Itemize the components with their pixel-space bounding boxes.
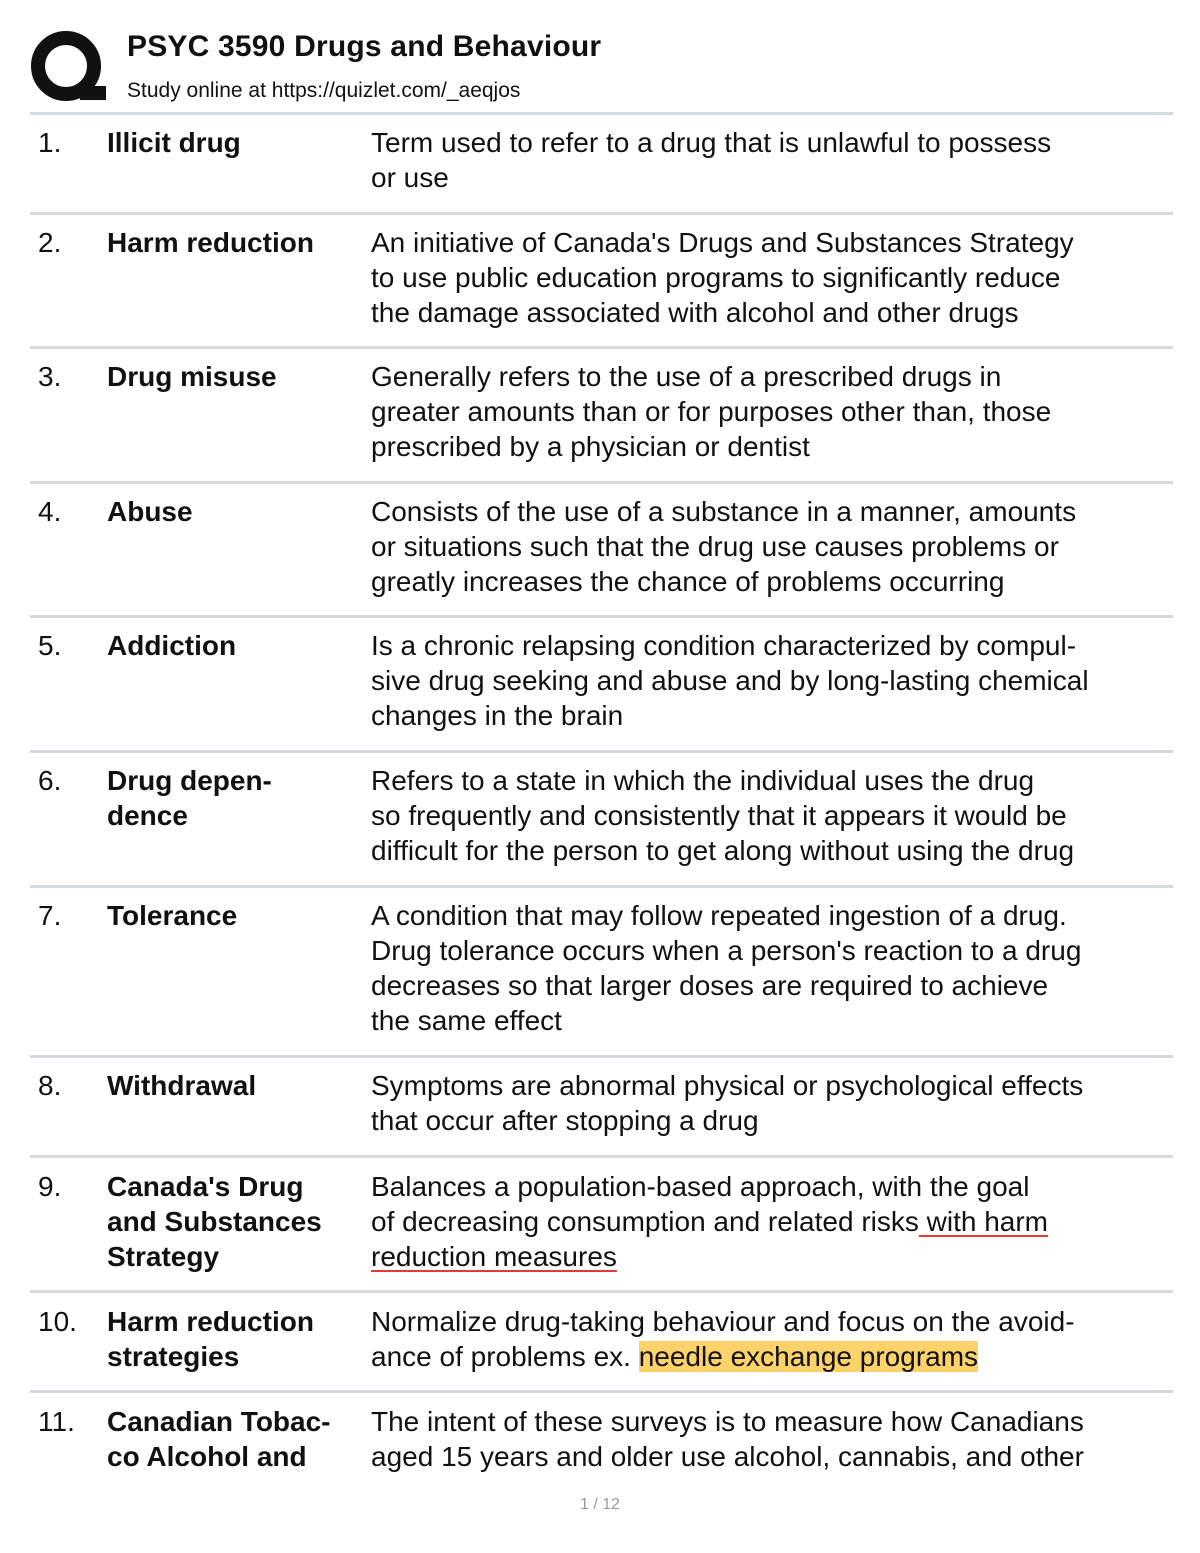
definition-line: aged 15 years and older use alcohol, cannabis, and other bbox=[371, 1441, 1084, 1472]
definition-text: of decreasing consumption and related risks bbox=[371, 1206, 919, 1237]
term-line: Tolerance bbox=[107, 900, 238, 931]
card-definition bbox=[371, 1304, 1171, 1374]
card-number: 5. bbox=[38, 630, 62, 661]
row-divider bbox=[30, 112, 1173, 115]
definition-line: Balances a population-based approach, with the goal bbox=[371, 1171, 1030, 1202]
card-definition bbox=[371, 1404, 1171, 1474]
card-term bbox=[107, 898, 369, 933]
card-term bbox=[107, 763, 369, 833]
term-line: Addiction bbox=[107, 630, 237, 661]
card-definition bbox=[371, 898, 1171, 1038]
study-link-text: Study online at https://quizlet.com/_aeqjos bbox=[127, 79, 521, 102]
row-divider bbox=[30, 212, 1173, 215]
row-divider bbox=[30, 615, 1173, 618]
card-definition bbox=[371, 1169, 1171, 1274]
card-number: 9. bbox=[38, 1171, 62, 1202]
definition-line: Symptoms are abnormal physical or psychological effects bbox=[371, 1070, 1084, 1101]
row-divider bbox=[30, 1155, 1173, 1158]
definition-line: the same effect bbox=[371, 1005, 562, 1036]
card-definition bbox=[371, 494, 1171, 599]
definition-line: Drug tolerance occurs when a person's reaction to a drug bbox=[371, 935, 1082, 966]
definition-line bbox=[371, 1239, 1171, 1274]
card-term bbox=[107, 359, 369, 394]
row-divider bbox=[30, 885, 1173, 888]
card-term bbox=[107, 628, 369, 663]
definition-line: Refers to a state in which the individual uses the drug bbox=[371, 765, 1035, 796]
card-number: 11. bbox=[38, 1406, 75, 1437]
card-definition bbox=[371, 628, 1171, 733]
definition-line: decreases so that larger doses are required to achieve bbox=[371, 970, 1049, 1001]
definition-line: or use bbox=[371, 162, 449, 193]
card-term bbox=[107, 1068, 369, 1103]
definition-line: An initiative of Canada's Drugs and Substances Strategy bbox=[371, 227, 1074, 258]
document-title: PSYC 3590 Drugs and Behaviour bbox=[127, 30, 602, 63]
card-term bbox=[107, 1304, 369, 1374]
card-term bbox=[107, 125, 369, 160]
underlined-annotation: with harm bbox=[918, 1206, 1049, 1237]
term-line: and Substances bbox=[107, 1206, 322, 1237]
card-number: 2. bbox=[38, 227, 62, 258]
definition-line: sive drug seeking and abuse and by long-lasting chemical bbox=[371, 665, 1089, 696]
definition-line: or situations such that the drug use causes problems or bbox=[371, 531, 1059, 562]
row-divider bbox=[30, 1290, 1173, 1293]
card-number: 7. bbox=[38, 900, 62, 931]
card-term bbox=[107, 1404, 369, 1474]
card-definition bbox=[371, 225, 1171, 330]
card-term bbox=[107, 1169, 369, 1274]
definition-line: the damage associated with alcohol and other drugs bbox=[371, 297, 1019, 328]
definition-line: Term used to refer to a drug that is unlawful to possess bbox=[371, 127, 1052, 158]
card-term bbox=[107, 225, 369, 260]
card-number: 3. bbox=[38, 361, 62, 392]
definition-line: greater amounts than or for purposes other than, those bbox=[371, 396, 1052, 427]
definition-line: Generally refers to the use of a prescribed drugs in bbox=[371, 361, 1002, 392]
term-line: dence bbox=[107, 800, 188, 831]
card-definition bbox=[371, 763, 1171, 868]
definition-line: Normalize drug-taking behaviour and focus on the avoid- bbox=[371, 1306, 1075, 1337]
definition-line: changes in the brain bbox=[371, 700, 624, 731]
definition-line: The intent of these surveys is to measure how Canadians bbox=[371, 1406, 1084, 1437]
term-line: Illicit drug bbox=[107, 127, 241, 158]
term-line: Drug depen- bbox=[107, 765, 272, 796]
definition-text: ance of problems ex. bbox=[371, 1341, 639, 1372]
definition-line: prescribed by a physician or dentist bbox=[371, 431, 810, 462]
definition-line: difficult for the person to get along without using the drug bbox=[371, 835, 1075, 866]
term-line: co Alcohol and bbox=[107, 1441, 307, 1472]
term-line: Strategy bbox=[107, 1241, 220, 1272]
quizlet-logo-icon bbox=[30, 30, 106, 106]
term-line: Canada's Drug bbox=[107, 1171, 304, 1202]
card-definition bbox=[371, 125, 1171, 195]
term-line: strategies bbox=[107, 1341, 240, 1372]
page-number: 1 / 12 bbox=[579, 1496, 621, 1513]
row-divider bbox=[30, 1390, 1173, 1393]
row-divider bbox=[30, 1055, 1173, 1058]
row-divider bbox=[30, 481, 1173, 484]
definition-line: A condition that may follow repeated ingestion of a drug. bbox=[371, 900, 1067, 931]
definition-line bbox=[371, 1204, 1171, 1239]
definition-line: greatly increases the chance of problems occurring bbox=[371, 566, 1005, 597]
card-term bbox=[107, 494, 369, 529]
definition-line: to use public education programs to significantly reduce bbox=[371, 262, 1061, 293]
term-line: Abuse bbox=[107, 496, 193, 527]
definition-line bbox=[371, 1339, 1171, 1374]
row-divider bbox=[30, 750, 1173, 753]
row-divider bbox=[30, 346, 1173, 349]
term-line: Drug misuse bbox=[107, 361, 277, 392]
card-number: 6. bbox=[38, 765, 62, 796]
underlined-annotation: reduction measures bbox=[371, 1241, 617, 1272]
card-number: 4. bbox=[38, 496, 62, 527]
card-definition bbox=[371, 359, 1171, 464]
card-number: 8. bbox=[38, 1070, 62, 1101]
card-number: 1. bbox=[38, 127, 62, 158]
definition-line: Consists of the use of a substance in a manner, amounts bbox=[371, 496, 1077, 527]
term-line: Harm reduction bbox=[107, 1306, 314, 1337]
term-line: Withdrawal bbox=[107, 1070, 257, 1101]
highlighted-annotation: needle exchange programs bbox=[638, 1341, 979, 1372]
definition-line: Is a chronic relapsing condition characterized by compul- bbox=[371, 630, 1077, 661]
definition-line: so frequently and consistently that it appears it would be bbox=[371, 800, 1067, 831]
definition-line: that occur after stopping a drug bbox=[371, 1105, 759, 1136]
term-line: Canadian Tobac- bbox=[107, 1406, 331, 1437]
term-line: Harm reduction bbox=[107, 227, 314, 258]
card-definition bbox=[371, 1068, 1171, 1138]
card-number: 10. bbox=[38, 1306, 77, 1337]
